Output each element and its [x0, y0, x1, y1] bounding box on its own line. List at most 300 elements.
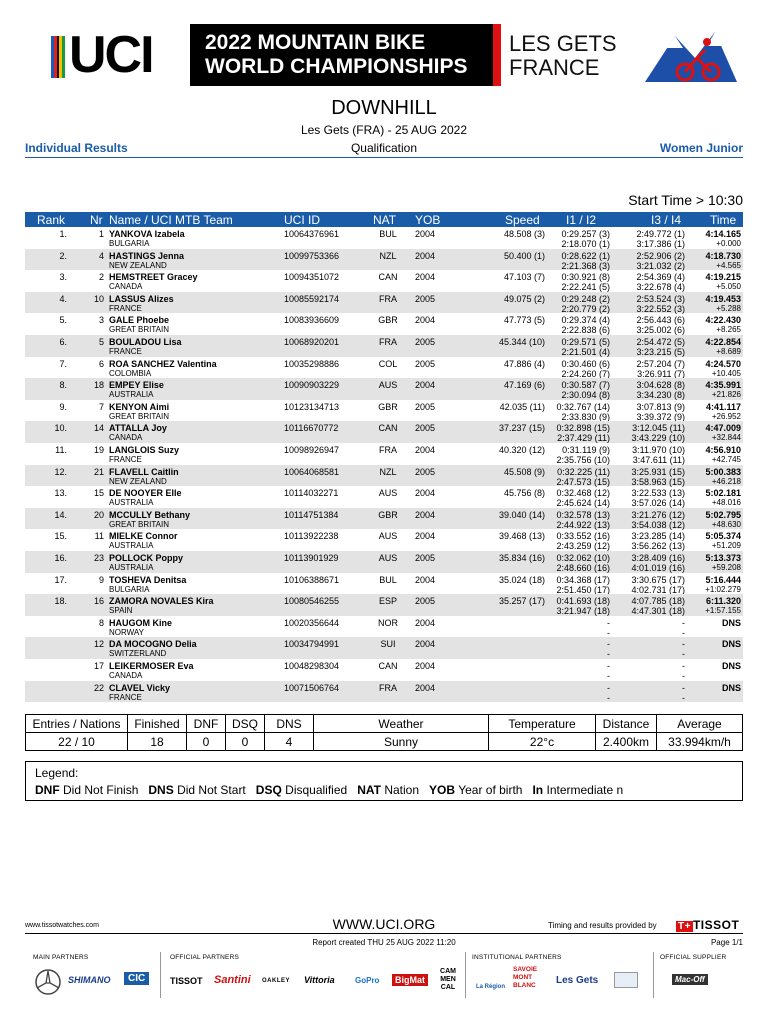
year-of-birth: 2005	[415, 596, 436, 607]
uci-id: 10113922238	[284, 531, 339, 542]
category-name: Women Junior	[659, 141, 743, 155]
intermediate-2: -	[607, 671, 610, 681]
rider-nation: NORWAY	[109, 627, 144, 637]
finish-time: 5:13.373	[705, 553, 741, 563]
rider-nation: CANADA	[109, 671, 143, 680]
col-nr: Nr	[90, 213, 103, 227]
summary-header: Finished	[128, 715, 187, 733]
finish-time: 4:18.730	[705, 250, 741, 261]
intermediate-1: 0:32.898 (15)	[556, 423, 610, 434]
uci-id: 10114751384	[284, 509, 339, 520]
nat-code: FRA	[379, 337, 397, 347]
intermediate-1: 0:32.062 (10)	[556, 553, 610, 563]
bib-number: 14	[93, 423, 104, 434]
table-row	[25, 249, 743, 271]
bib-number: 17	[93, 661, 104, 671]
intermediate-3: 3:21.276 (12)	[631, 509, 685, 520]
intermediate-4: 3:23.215 (5)	[636, 347, 685, 357]
table-row	[25, 270, 743, 292]
intermediate-3: -	[682, 639, 685, 650]
col-i3-i4: I3 / I4	[651, 213, 682, 227]
intermediate-3: 3:30.675 (17)	[631, 574, 685, 585]
intermediate-1: 0:29.571 (5)	[561, 337, 610, 347]
finish-time: 4:19.215	[705, 272, 741, 283]
intermediate-2: 2:22.241 (5)	[561, 282, 610, 293]
uci-id: 10068920201	[284, 337, 340, 347]
rider-nation: NEW ZEALAND	[109, 260, 167, 270]
partner-divider	[160, 952, 161, 998]
time-gap: +8.265	[716, 325, 741, 335]
results-table-header	[25, 212, 743, 227]
intermediate-3: 3:11.970 (10)	[632, 445, 685, 455]
summary-value: 22°c	[489, 733, 596, 751]
rank-cell: 9.	[59, 401, 67, 412]
bib-number: 10	[93, 293, 104, 304]
intermediate-1: 0:30.460 (6)	[561, 358, 610, 369]
uci-id: 10106388671	[284, 574, 340, 585]
location-line1: LES GETS	[509, 31, 617, 56]
rank-cell: 3.	[59, 272, 67, 283]
intermediate-3: 4:07.785 (18)	[631, 596, 685, 607]
rank-cell: 8.	[59, 380, 67, 391]
intermediate-4: -	[682, 649, 685, 660]
nat-code: FRA	[379, 293, 397, 304]
nat-code: GBR	[378, 315, 398, 326]
intermediate-1: 0:30.921 (8)	[561, 272, 610, 283]
uci-logo	[45, 24, 190, 86]
intermediate-3: 2:49.772 (1)	[636, 229, 685, 239]
time-gap: +10.405	[711, 368, 741, 378]
summary-header: DSQ	[226, 715, 265, 733]
start-time: Start Time > 10:30	[628, 192, 743, 208]
table-row	[25, 616, 743, 638]
year-of-birth: 2004	[415, 229, 436, 239]
intermediate-4: 3:34.230 (8)	[636, 390, 685, 401]
summary-value: 0	[226, 733, 265, 751]
rider-name: DE NOOYER Elle	[109, 488, 182, 499]
summary-header-row	[26, 715, 743, 733]
summary-header: DNF	[187, 715, 226, 733]
rank-cell: 16.	[54, 553, 67, 563]
bigmat-logo: BigMat	[392, 974, 428, 986]
uci-id: 10099753366	[284, 250, 340, 261]
intermediate-3: 3:04.628 (8)	[636, 380, 685, 391]
les-gets-logo	[493, 24, 743, 86]
rank-cell: 7.	[59, 358, 67, 369]
page-number: Page 1/1	[710, 938, 743, 947]
bib-number: 2	[98, 272, 104, 283]
table-row	[25, 529, 743, 551]
finish-time: DNS	[721, 639, 741, 650]
nat-code: FRA	[379, 682, 397, 693]
uci-id: 10094351072	[284, 272, 340, 283]
stripe	[62, 36, 65, 78]
rider-name: GALE Phoebe	[109, 315, 170, 326]
finish-time: 5:00.383	[705, 466, 741, 477]
intermediate-2: 2:44.922 (13)	[556, 519, 610, 530]
intermediate-1: 0:30.587 (7)	[561, 380, 610, 391]
uci-id: 10064068581	[284, 466, 340, 477]
intermediate-2: 2:45.624 (14)	[556, 498, 610, 509]
nat-code: BUL	[379, 574, 397, 585]
time-gap: +51.209	[711, 541, 741, 551]
intermediate-4: -	[682, 671, 685, 681]
year-of-birth: 2005	[415, 358, 436, 369]
intermediate-1: 0:32.225 (11)	[557, 466, 610, 477]
time-gap: +42.745	[711, 455, 741, 464]
timing-credit: Timing and results provided by	[548, 921, 657, 930]
summary-header: Entries / Nations	[26, 715, 128, 733]
year-of-birth: 2004	[415, 445, 436, 455]
discipline-title: DOWNHILL	[331, 97, 437, 119]
bib-number: 6	[98, 358, 104, 369]
uci-id: 10083936609	[284, 315, 340, 326]
tissot-timing-logo	[676, 918, 739, 932]
santini-logo: Santini	[214, 974, 251, 986]
intermediate-4: 3:56.262 (13)	[631, 541, 685, 552]
uci-id: 10080546255	[284, 596, 340, 607]
bib-number: 9	[98, 574, 104, 585]
rider-nation: FRANCE	[109, 347, 142, 356]
intermediate-3: 3:22.533 (13)	[631, 488, 685, 499]
bib-number: 7	[98, 401, 104, 412]
rider-nation: FRANCE	[109, 692, 142, 702]
intermediate-4: 3:47.611 (11)	[632, 455, 685, 465]
mercedes-star-icon	[34, 968, 62, 996]
finish-time: 4:19.453	[705, 293, 741, 304]
nat-code: AUS	[378, 380, 398, 391]
rider-nation: GREAT BRITAIN	[109, 411, 170, 421]
bib-number: 5	[98, 337, 104, 347]
finish-time: 4:35.991	[705, 380, 741, 391]
uci-id: 10035298886	[284, 358, 340, 369]
intermediate-1: -	[607, 617, 610, 628]
intermediate-2: 2:37.429 (11)	[557, 433, 610, 444]
rider-name: HAUGOM Kine	[109, 617, 172, 628]
rider-name: POLLOCK Poppy	[109, 553, 183, 563]
label-official-supplier: OFFICIAL SUPPLIER	[660, 954, 727, 961]
speed-value: 47.886 (4)	[503, 358, 545, 369]
finish-time: 4:47.009	[705, 423, 741, 434]
summary-value: Sunny	[314, 733, 489, 751]
intermediate-4: -	[682, 627, 685, 638]
nat-code: CAN	[378, 423, 398, 434]
speed-value: 35.024 (18)	[498, 574, 545, 585]
savoie-mont-blanc-logo: SAVOIE MONT BLANC	[513, 966, 538, 989]
finish-time: 6:11.320	[705, 596, 741, 607]
rider-name: YANKOVA Izabela	[109, 229, 185, 239]
nat-code: CAN	[378, 661, 398, 671]
intermediate-3: 2:53.524 (3)	[636, 293, 685, 304]
nat-code: COL	[378, 358, 398, 369]
summary-value: 18	[128, 733, 187, 751]
summary-header: Average	[657, 715, 743, 733]
bib-number: 11	[94, 531, 104, 542]
les-gets-partner-logo: Les Gets	[556, 975, 599, 986]
time-gap: +1:02.279	[705, 584, 741, 594]
intermediate-1: 0:32.468 (12)	[556, 488, 610, 499]
rider-nation: CANADA	[109, 433, 143, 443]
finish-time: DNS	[721, 682, 741, 693]
nat-code: AUS	[378, 553, 398, 563]
cammencal-logo: CAM MEN CAL	[440, 968, 456, 991]
uci-id: 10071506764	[284, 682, 340, 693]
cic-logo: CIC	[124, 972, 149, 985]
timing-brand: TISSOT	[692, 918, 740, 932]
table-row	[25, 227, 743, 249]
intermediate-2: 2:21.368 (3)	[561, 260, 610, 271]
rider-name: EMPEY Elise	[109, 380, 164, 391]
speed-value: 37.237 (15)	[498, 423, 545, 434]
bib-number: 3	[98, 315, 104, 326]
year-of-birth: 2004	[415, 315, 436, 326]
finish-time: DNS	[721, 661, 741, 671]
bib-number: 18	[93, 380, 104, 391]
year-of-birth: 2004	[415, 661, 436, 671]
speed-value: 50.400 (1)	[503, 250, 545, 261]
time-gap: +8.689	[716, 347, 741, 356]
year-of-birth: 2004	[415, 380, 436, 391]
rider-name: ATTALLA Joy	[109, 423, 167, 434]
rider-nation: GREAT BRITAIN	[109, 325, 170, 335]
table-row	[25, 486, 743, 508]
intermediate-4: 3:57.026 (14)	[631, 498, 685, 509]
uci-id: 10020356644	[284, 617, 340, 628]
rider-nation: COLOMBIA	[109, 368, 152, 378]
time-gap: +5.050	[716, 282, 741, 292]
legend-code: DNF	[35, 783, 60, 797]
tissot-website-link[interactable]: www.tissotwatches.com	[25, 922, 99, 929]
rider-nation: AUSTRALIA	[109, 498, 154, 508]
year-of-birth: 2005	[415, 337, 436, 347]
intermediate-4: 3:26.911 (7)	[637, 368, 685, 379]
intermediate-4: 3:25.002 (6)	[636, 325, 685, 336]
table-row	[25, 508, 743, 530]
rank-cell: 17.	[54, 574, 67, 585]
speed-value: 45.344 (10)	[498, 337, 545, 347]
rank-cell: 6.	[59, 337, 67, 347]
intermediate-2: -	[607, 627, 610, 638]
time-gap: +4.565	[716, 260, 741, 270]
time-gap: +0.000	[716, 239, 741, 248]
intermediate-2: 2:18.070 (1)	[561, 239, 610, 249]
rider-nation: FRANCE	[109, 303, 142, 313]
intermediate-2: 2:47.573 (15)	[556, 476, 610, 487]
speed-value: 35.257 (17)	[498, 596, 545, 607]
bib-number: 21	[93, 466, 104, 477]
rider-nation: GREAT BRITAIN	[109, 519, 170, 529]
finish-time: 4:22.854	[705, 337, 741, 347]
intermediate-2: 2:43.259 (12)	[556, 541, 610, 552]
rider-name: LASSUS Alizes	[109, 293, 174, 304]
legend-code: YOB	[429, 783, 456, 797]
rider-name: ZAMORA NOVALES Kira	[109, 596, 214, 607]
legend-items	[35, 783, 623, 797]
year-of-birth: 2004	[415, 509, 436, 520]
intermediate-3: 3:25.931 (15)	[631, 466, 685, 477]
table-row	[25, 637, 743, 659]
venue-date: Les Gets (FRA) - 25 AUG 2022	[300, 123, 468, 137]
legend-box	[25, 761, 743, 801]
col-name: Name / UCI MTB Team	[109, 213, 233, 227]
uci-id: 10114032271	[284, 488, 339, 499]
label-official-partners: OFFICIAL PARTNERS	[170, 954, 240, 961]
table-row	[25, 594, 743, 616]
year-of-birth: 2004	[415, 488, 436, 499]
summary-header: Weather	[314, 715, 489, 733]
finish-time: 5:16.444	[705, 574, 741, 585]
col-uci-id: UCI ID	[284, 213, 320, 227]
intermediate-1: 0:29.257 (3)	[561, 229, 610, 239]
intermediate-1: 0:29.248 (2)	[561, 293, 610, 304]
time-gap: +48.016	[711, 498, 741, 508]
year-of-birth: 2005	[415, 401, 436, 412]
uci-id: 10034794991	[284, 639, 340, 650]
rider-name: LANGLOIS Suzy	[109, 445, 180, 455]
rank-cell: 10.	[54, 423, 67, 434]
rank-cell: 14.	[54, 509, 67, 520]
year-of-birth: 2004	[415, 250, 436, 261]
intermediate-4: 3:17.386 (1)	[636, 239, 685, 249]
intermediate-2: 2:33.830 (9)	[561, 411, 610, 422]
summary-value: 4	[265, 733, 314, 751]
rank-cell: 5.	[59, 315, 67, 326]
speed-value: 39.468 (13)	[498, 531, 545, 542]
summary-header: DNS	[265, 715, 314, 733]
year-of-birth: 2005	[415, 423, 436, 434]
bib-number: 19	[93, 445, 104, 455]
intermediate-4: 4:02.731 (17)	[631, 584, 685, 595]
legend-code: DSQ	[255, 783, 282, 797]
intermediate-2: 3:21.947 (18)	[556, 606, 610, 617]
nat-code: BUL	[379, 229, 397, 239]
uci-id: 10085592174	[284, 293, 340, 304]
legend-text: Disqualified	[285, 783, 348, 797]
summary-value: 2.400km	[596, 733, 657, 751]
intermediate-4: 4:47.301 (18)	[631, 606, 685, 617]
rank-cell: 2.	[59, 250, 67, 261]
oakley-logo: OAKLEY	[262, 978, 291, 984]
nat-code: CAN	[378, 272, 398, 283]
intermediate-1: 0:34.368 (17)	[556, 574, 610, 585]
intermediate-4: 3:22.552 (3)	[636, 303, 685, 314]
intermediate-2: -	[607, 692, 610, 703]
col-i1-i2: I1 / I2	[566, 213, 597, 227]
time-gap: +59.208	[711, 563, 741, 572]
table-row	[25, 551, 743, 573]
table-row	[25, 465, 743, 487]
rider-name: DA MOCOGNO Delia	[109, 639, 197, 650]
intermediate-4: 3:43.229 (10)	[631, 433, 685, 444]
year-of-birth: 2004	[415, 531, 436, 542]
location-line2: FRANCE	[509, 55, 600, 80]
rank-cell: 12.	[54, 466, 67, 477]
nat-code: NZL	[379, 466, 397, 477]
summary-table	[25, 714, 743, 751]
intermediate-3: 3:28.409 (16)	[631, 553, 685, 563]
intermediate-1: 0:29.374 (4)	[561, 315, 610, 326]
time-gap: +48.630	[711, 519, 741, 529]
speed-value: 45.508 (9)	[503, 466, 545, 477]
bib-number: 22	[93, 682, 104, 693]
summary-value: 0	[187, 733, 226, 751]
event-banner	[45, 24, 743, 86]
year-of-birth: 2005	[415, 293, 436, 304]
bib-number: 23	[93, 553, 104, 563]
speed-value: 47.169 (6)	[503, 380, 545, 391]
nat-code: GBR	[378, 401, 398, 412]
banner-title-line1: 2022 MOUNTAIN BIKE	[205, 31, 426, 54]
rider-name: MCCULLY Bethany	[109, 509, 191, 520]
rider-name: CLAVEL Vicky	[109, 682, 171, 693]
table-row	[25, 313, 743, 335]
time-gap: +32.844	[711, 433, 741, 443]
year-of-birth: 2004	[415, 272, 436, 283]
nat-code: AUS	[378, 488, 398, 499]
uci-id: 10113901929	[284, 553, 339, 563]
intermediate-3: 3:07.813 (9)	[636, 401, 685, 412]
institutional-emblem-icon	[614, 972, 638, 988]
time-gap: +26.952	[711, 411, 741, 421]
intermediate-3: 2:56.443 (6)	[636, 315, 685, 326]
table-row	[25, 335, 743, 357]
legend-code: DNS	[148, 783, 174, 797]
summary-value: 33.994km/h	[657, 733, 743, 751]
finish-time: 5:05.374	[705, 531, 741, 542]
time-gap: +46.218	[711, 476, 741, 486]
speed-value: 42.035 (11)	[499, 401, 545, 412]
rider-name: FLAVELL Caitlin	[109, 466, 179, 477]
time-gap: +21.826	[711, 390, 741, 400]
intermediate-2: 2:22.838 (6)	[561, 325, 610, 336]
bib-number: 20	[93, 509, 104, 520]
year-of-birth: 2004	[415, 574, 436, 585]
intermediate-3: 2:52.906 (2)	[636, 250, 685, 261]
banner-title-line2: WORLD CHAMPIONSHIPS	[205, 55, 468, 78]
year-of-birth: 2005	[415, 553, 436, 563]
rider-name: HEMSTREET Gracey	[109, 272, 198, 283]
uci-logo-text: UCI	[69, 26, 153, 84]
legend-code: In	[532, 783, 544, 797]
rider-name: HASTINGS Jenna	[109, 250, 185, 261]
summary-value: 22 / 10	[26, 733, 128, 751]
uci-website-link[interactable]: WWW.UCI.ORG	[332, 916, 436, 932]
col-time: Time	[710, 213, 737, 227]
label-institutional-partners: INSTITUTIONAL PARTNERS	[472, 954, 562, 961]
rider-nation: AUSTRALIA	[109, 563, 154, 572]
intermediate-1: 0:31.119 (9)	[562, 445, 610, 455]
nat-code: SUI	[380, 639, 396, 650]
speed-value: 40.320 (12)	[498, 445, 545, 455]
table-row	[25, 681, 743, 703]
legend-text: Did Not Finish	[63, 783, 139, 797]
intermediate-3: 2:57.204 (7)	[636, 358, 685, 369]
speed-value: 45.756 (8)	[503, 488, 545, 499]
year-of-birth: 2005	[415, 466, 436, 477]
rider-name: LEIKERMOSER Eva	[109, 661, 194, 671]
rider-nation: SPAIN	[109, 606, 133, 616]
intermediate-3: -	[682, 617, 685, 628]
tissot-logo: TISSOT	[170, 976, 203, 986]
uci-id: 10116670772	[284, 423, 339, 434]
col-yob: YOB	[415, 213, 441, 227]
nat-code: ESP	[378, 596, 397, 607]
finish-time: 4:24.570	[705, 358, 741, 369]
results-type: Individual Results	[25, 141, 128, 155]
legend-text: Intermediate n	[546, 783, 624, 797]
session-name: Qualification	[350, 141, 418, 155]
table-row	[25, 292, 743, 314]
